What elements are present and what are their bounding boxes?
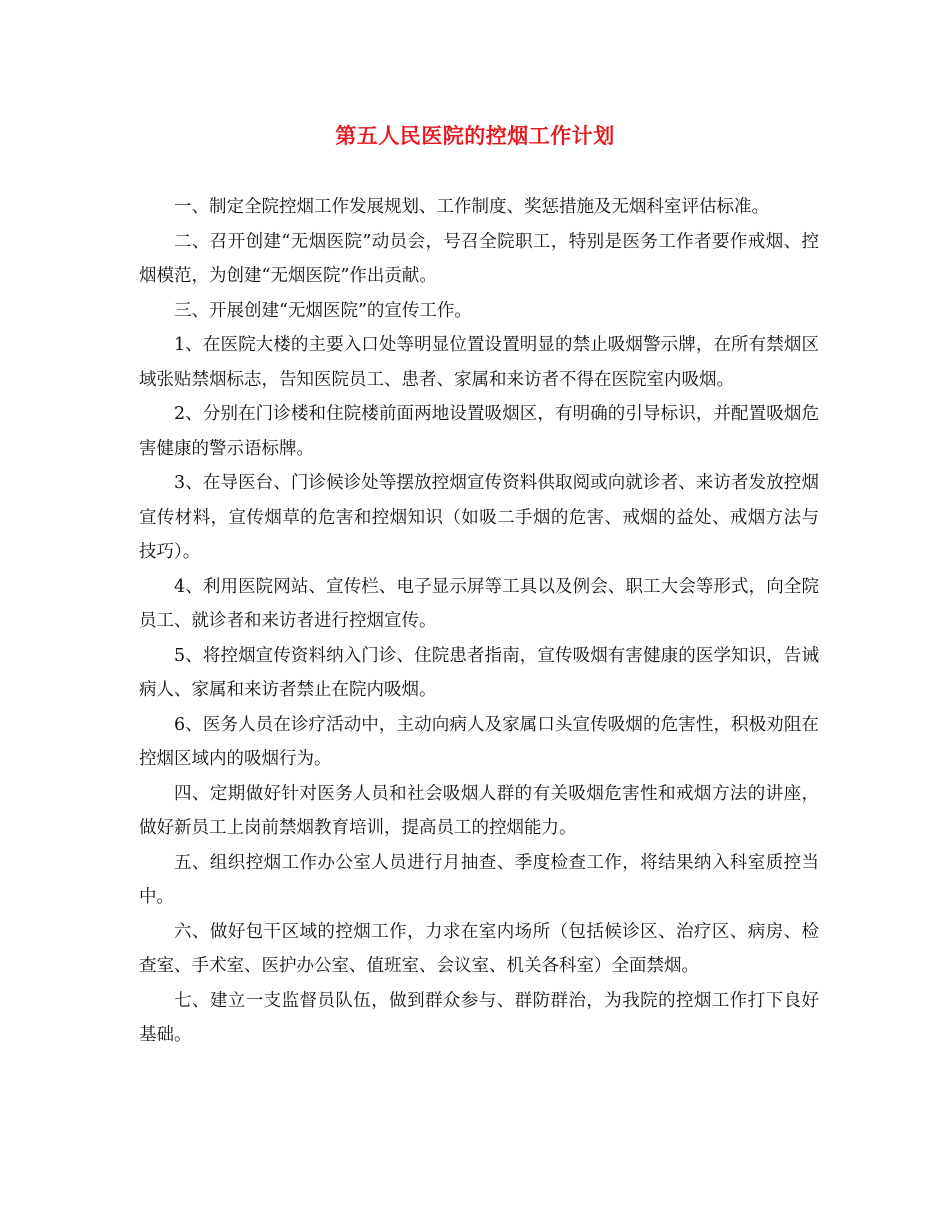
document-body: [139, 190, 819, 1053]
paragraph-6: 3、在导医台、门诊候诊处等摆放控烟宣传资料供取阅或向就诊者、来访者发放控烟宣传材料，宣传烟草的危害和控烟知识（如吸二手烟的危害、戒烟的益处、戒烟方法与技巧）。: [139, 473, 819, 562]
paragraph-11: 五、组织控烟工作办公室人员进行月抽查、季度检查工作，将结果纳入科室质控当中。: [139, 852, 819, 907]
paragraph-5: 2、分别在门诊楼和住院楼前面两地设置吸烟区，有明确的引导标识，并配置吸烟危害健康的警示语标牌。: [139, 404, 819, 459]
paragraph-2: 二、召开创建“无烟医院”动员会，号召全院职工，特别是医务工作者要作戒烟、控烟模范，为创建“无烟医院”作出贡献。: [139, 231, 819, 286]
paragraph-1: 一、制定全院控烟工作发展规划、工作制度、奖惩措施及无烟科室评估标准。: [174, 197, 769, 217]
paragraph-7: 4、利用医院网站、宣传栏、电子显示屏等工具以及例会、职工大会等形式，向全院员工、就诊者和来访者进行控烟宣传。: [139, 576, 819, 631]
paragraph-9: 6、医务人员在诊疗活动中，主动向病人及家属口头宣传吸烟的危害性，积极劝阻在控烟区域内的吸烟行为。: [139, 714, 819, 769]
paragraph-8: 5、将控烟宣传资料纳入门诊、住院患者指南，宣传吸烟有害健康的医学知识，告诫病人、家属和来访者禁止在院内吸烟。: [139, 645, 819, 700]
paragraph-3: 三、开展创建“无烟医院”的宣传工作。: [174, 300, 472, 321]
paragraph-12: 六、做好包干区域的控烟工作，力求在室内场所（包括候诊区、治疗区、病房、检查室、手术室、医护办公室、值班室、会议室、机关各科室）全面禁烟。: [139, 921, 819, 976]
paragraph-10: 四、定期做好针对医务人员和社会吸烟人群的有关吸烟危害性和戒烟方法的讲座，做好新员工上岗前禁烟教育培训，提高员工的控烟能力。: [139, 783, 819, 838]
paragraph-4: 1、在医院大楼的主要入口处等明显位置设置明显的禁止吸烟警示牌，在所有禁烟区域张贴禁烟标志，告知医院员工、患者、家属和来访者不得在医院室内吸烟。: [139, 335, 819, 390]
document-title: 第五人民医院的控烟工作计划: [335, 123, 615, 148]
paragraph-13: 七、建立一支监督员队伍，做到群众参与、群防群治，为我院的控烟工作打下良好基础。: [139, 990, 819, 1045]
